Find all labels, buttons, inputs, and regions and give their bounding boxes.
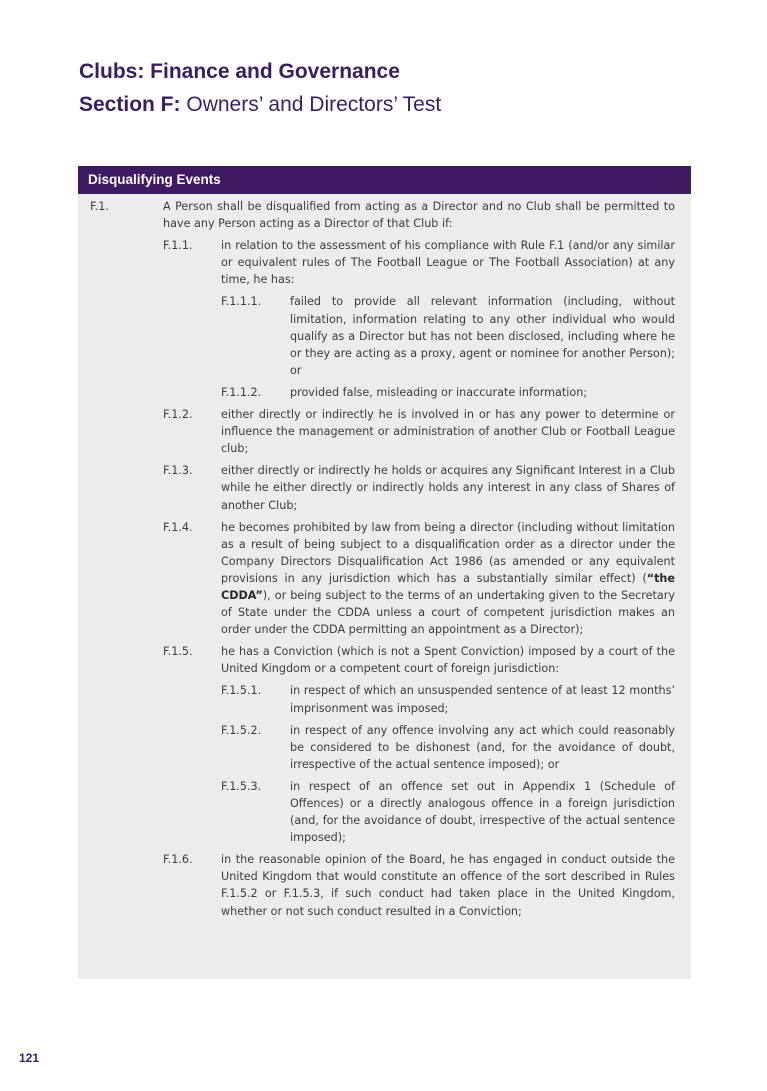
rule-text: [221, 519, 675, 639]
rule-number: F.1.5.3.: [221, 779, 262, 793]
rule-number: F.1.2.: [163, 408, 193, 422]
rule-text: failed to provide all relevant information (including, without limitation, information relating to any other individual who would qualify as a Director but has not been disclosed, including where he or they are acting as a proxy, agent or nominee for another Person); or: [290, 295, 675, 377]
section-title: [79, 93, 441, 117]
rule-text-part: he becomes prohibited by law from being a director (including without limitation as a result of being subject to a disqualification order as a director under the Company Directors Disqualification Act 1986 (as amended or any equivalent provisions in any jurisdiction which has a substantially similar effect) (: [221, 520, 675, 585]
rule-number: F.1.5.1.: [221, 684, 262, 698]
rule-text: provided false, misleading or inaccurate information;: [290, 385, 588, 399]
rule-number: F.1.1.2.: [221, 385, 262, 399]
rule-text: in respect of any offence involving any act which could reasonably be considered to be dishonest (and, for the avoidance of doubt, irrespective of the actual sentence imposed); or: [290, 723, 675, 771]
rule-list: [78, 194, 691, 920]
rule-item: [78, 384, 691, 401]
rule-item: [78, 722, 691, 773]
rule-item: [78, 682, 691, 716]
rule-text: in relation to the assessment of his compliance with Rule F.1 (and/or any similar or equivalent rules of The Football League or The Football Association) at any time, he has:: [221, 239, 675, 287]
rule-text: either directly or indirectly he is involved in or has any power to determine or influence the management or administration of another Club or Football League club;: [221, 408, 675, 456]
rule-item: [78, 293, 691, 378]
box-heading: Disqualifying Events: [78, 166, 691, 194]
rule-text: in the reasonable opinion of the Board, he has engaged in conduct outside the United Kingdom that would constitute an offence of the sort described in Rules F.1.5.2 or F.1.5.3, if such conduct had taken place in the United Kingdom, whether or not such conduct resulted in a Conviction;: [221, 853, 675, 918]
rule-text: he has a Conviction (which is not a Spent Conviction) imposed by a court of the United Kingdom or a competent court of foreign jurisdiction:: [221, 645, 675, 676]
rule-text-part: ), or being subject to the terms of an undertaking given to the Secretary of State under the CDDA unless a court of competent jurisdiction makes an order under the CDDA permitting an appointment as a Director);: [221, 588, 675, 637]
defined-term: “the CDDA”: [221, 571, 675, 602]
rule-number: F.1.: [90, 200, 109, 213]
rule-text: A Person shall be disqualified from acting as a Director and no Club shall be permitted to have any Person acting as a Director of that Club if:: [163, 200, 675, 231]
disqualifying-events-box: [78, 166, 691, 979]
rule-number: F.1.5.2.: [221, 723, 262, 737]
rule-item: [78, 406, 691, 457]
rule-item: [78, 778, 691, 846]
rule-item: [78, 851, 691, 919]
rule-number: F.1.6.: [163, 853, 193, 867]
rule-item: [78, 462, 691, 513]
rule-number: F.1.5.: [163, 645, 193, 659]
rule-text: in respect of an offence set out in Appendix 1 (Schedule of Offences) or a directly analogous offence in a foreign jurisdiction (and, for the avoidance of doubt, irrespective of the actual sentence imposed);: [290, 779, 675, 845]
rule-item: [78, 643, 691, 677]
page-number: 121: [19, 1051, 40, 1065]
rule-item: [78, 198, 691, 232]
rule-number: F.1.1.: [163, 239, 193, 253]
rule-text: either directly or indirectly he holds or acquires any Significant Interest in a Club while he either directly or indirectly holds any interest in any class of Shares of another Club;: [221, 464, 675, 512]
rule-item: [78, 237, 691, 288]
rule-number: F.1.1.1.: [221, 295, 262, 309]
section-prefix: Section F:: [79, 93, 181, 116]
rule-number: F.1.4.: [163, 520, 193, 534]
rule-text: in respect of which an unsuspended sentence of at least 12 months’ imprisonment was imposed;: [290, 684, 675, 715]
rule-number: F.1.3.: [163, 464, 193, 478]
rule-item: [78, 519, 691, 639]
document-title: Clubs: Finance and Governance: [79, 60, 400, 83]
section-name: Owners’ and Directors’ Test: [186, 93, 442, 116]
